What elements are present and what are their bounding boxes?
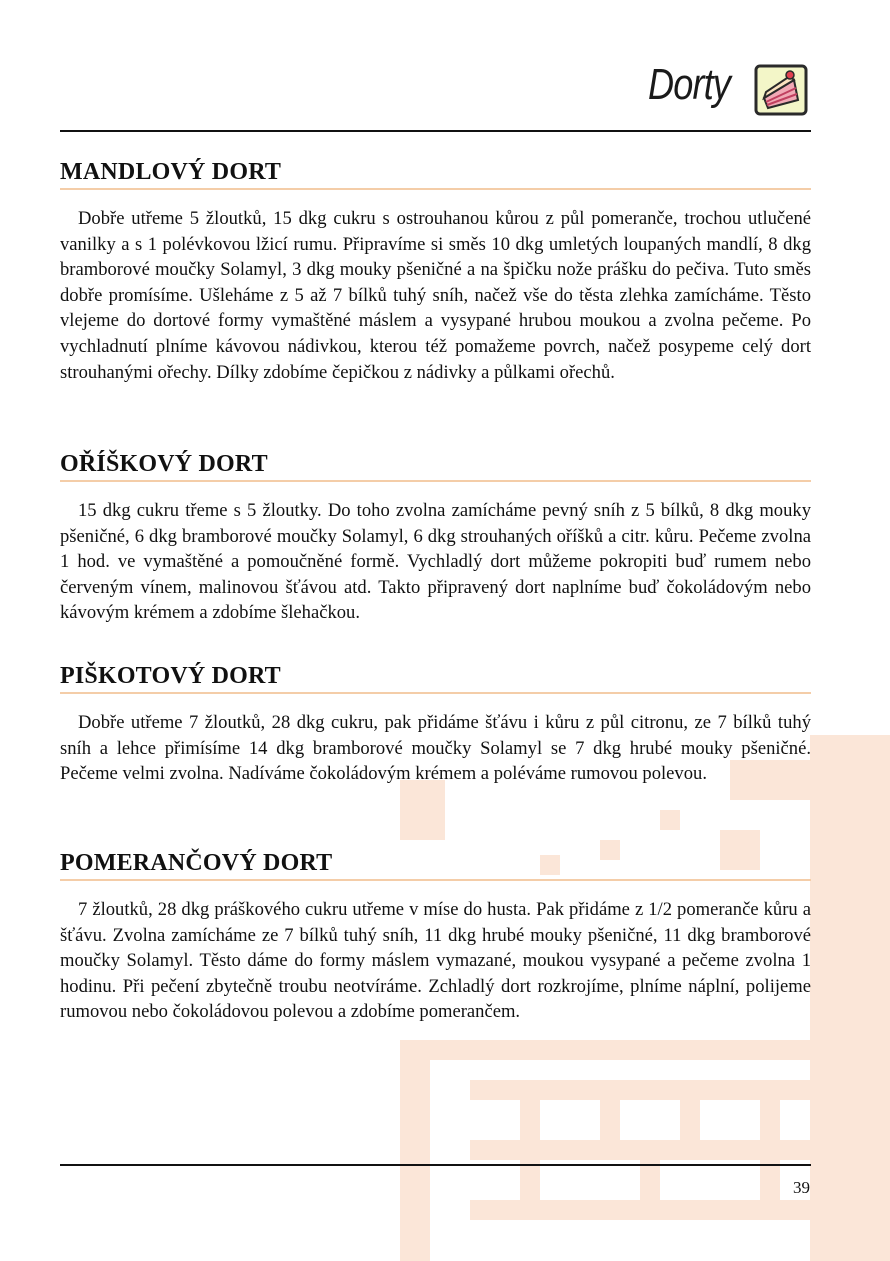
section-title: Dorty (647, 60, 730, 109)
recipe-title: MANDLOVÝ DORT (60, 159, 282, 185)
heading-underline (60, 692, 811, 694)
heading-underline (60, 188, 811, 190)
recipe-title: POMERANČOVÝ DORT (60, 850, 333, 876)
heading-underline (60, 480, 811, 482)
heading-underline (60, 879, 811, 881)
recipe-title: PIŠKOTOVÝ DORT (60, 663, 281, 689)
page-number: 39 (793, 1178, 810, 1197)
recipe-section (60, 450, 811, 626)
recipe-title: OŘÍŠKOVÝ DORT (60, 451, 268, 477)
header-rule (60, 130, 811, 132)
recipe-text: 15 dkg cukru třeme s 5 žloutky. Do toho zvolna zamícháme pevný sníh z 5 bílků, 8 dkg mouky pšeničné, 6 dkg bramborové moučky Solamyl, 6 dkg strouhaných oříšků a citr. kůru. Pečeme zvolna 1 hod. ve vymaštěné a pomoučněné formě. Vychladlý dort můžeme pokropiti buď rumem nebo červeným vínem, malinovou šťávou atd. Takto připravený dort naplníme buď čokoládovým nebo kávovým krémem a zdobíme šlehačkou. (60, 500, 811, 624)
recipe-text: 7 žloutků, 28 dkg práškového cukru utřeme v míse do husta. Pak přidáme z 1/2 pomeranče kůru a šťávu. Zvolna zamícháme ze 7 bílků tuhý sníh, 11 dkg hrubé mouky pšeničné, 11 dkg bramborové moučky Solamyl. Těsto dáme do formy máslem vymazané, moukou vysypané a pečeme zvolna 1 hodinu. Při pečení zbytečně troubu neotvíráme. Zchladlý dort rozkrojíme, plníme náplní, polijeme rumovou nebo čokoládovou polevou a zdobíme pomerančem. (60, 899, 811, 1023)
footer-rule (60, 1164, 811, 1166)
recipe-section (60, 158, 811, 385)
recipe-section (60, 662, 811, 787)
recipe-text: Dobře utřeme 7 žloutků, 28 dkg cukru, pak přidáme šťávu i kůru z půl citronu, ze 7 bílků tuhý sníh a lehce přimísíme 14 dkg bramborové moučky Solamyl se 7 dkg hrubé mouky pšeničné. Pečeme velmi zvolna. Nadíváme čokoládovým krémem a poléváme rumovou polevou. (60, 712, 811, 785)
recipe-text: Dobře utřeme 5 žloutků, 15 dkg cukru s ostrouhanou kůrou z půl pomeranče, trochou utlučené vanilky a s 1 polévkovou lžicí rumu. Připravíme si směs 10 dkg umletých loupaných mandlí, 8 dkg bramborové moučky Solamyl, 3 dkg mouky pšeničné a na špičku nože prášku do pečiva. Tuto směs dobře promísíme. Ušleháme z 5 až 7 bílků tuhý sníh, načež vše do těsta zlehka zamícháme. Těsto vlejeme do dortové formy vymaštěné máslem a vysypané hrubou moukou a zvolna pečeme. Po vychladnutí plníme kávovou nádivkou, kterou též pomažeme povrch, načež posypeme celý dort strouhanými ořechy. Dílky zdobíme čepičkou z nádivky a půlkami ořechů. (60, 208, 811, 383)
cake-slice-icon (754, 64, 808, 116)
recipe-section (60, 849, 811, 1025)
